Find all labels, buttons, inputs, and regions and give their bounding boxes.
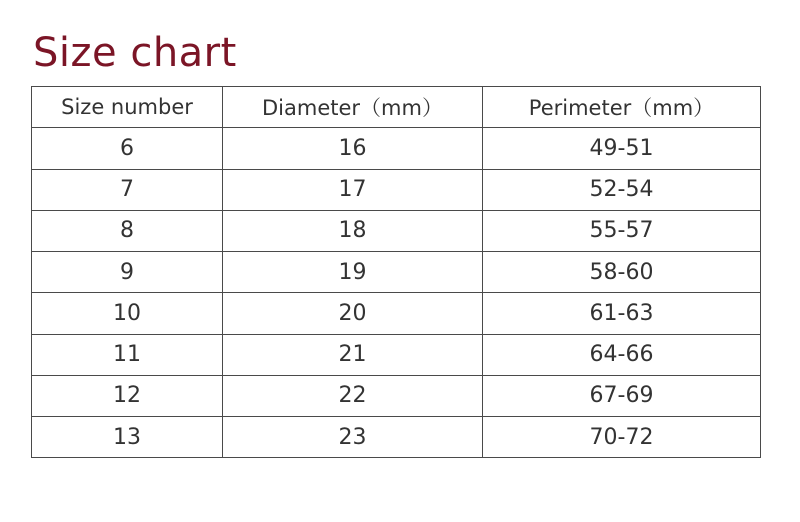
table-header-row [32, 87, 761, 128]
cell-size-number: 10 [32, 293, 223, 334]
header-perimeter: Perimeter（mm） [483, 87, 761, 128]
cell-size-number: 8 [32, 210, 223, 251]
cell-diameter: 21 [223, 334, 483, 375]
cell-diameter: 16 [223, 128, 483, 169]
table-row [32, 293, 761, 334]
cell-diameter: 22 [223, 375, 483, 416]
cell-diameter: 19 [223, 252, 483, 293]
header-diameter: Diameter（mm） [223, 87, 483, 128]
header-size-number: Size number [32, 87, 223, 128]
cell-diameter: 23 [223, 417, 483, 458]
cell-perimeter: 67-69 [483, 375, 761, 416]
table-row [32, 334, 761, 375]
cell-perimeter: 61-63 [483, 293, 761, 334]
size-table [31, 86, 761, 458]
table-row [32, 252, 761, 293]
cell-diameter: 17 [223, 169, 483, 210]
table-row [32, 128, 761, 169]
cell-perimeter: 70-72 [483, 417, 761, 458]
cell-perimeter: 58-60 [483, 252, 761, 293]
table-row [32, 169, 761, 210]
table-row [32, 375, 761, 416]
table-row [32, 417, 761, 458]
table-row [32, 210, 761, 251]
cell-diameter: 18 [223, 210, 483, 251]
cell-size-number: 7 [32, 169, 223, 210]
page-title: Size chart [33, 30, 237, 76]
cell-perimeter: 49-51 [483, 128, 761, 169]
cell-size-number: 12 [32, 375, 223, 416]
cell-size-number: 13 [32, 417, 223, 458]
cell-size-number: 9 [32, 252, 223, 293]
cell-size-number: 11 [32, 334, 223, 375]
cell-perimeter: 55-57 [483, 210, 761, 251]
cell-perimeter: 64-66 [483, 334, 761, 375]
cell-diameter: 20 [223, 293, 483, 334]
cell-perimeter: 52-54 [483, 169, 761, 210]
cell-size-number: 6 [32, 128, 223, 169]
